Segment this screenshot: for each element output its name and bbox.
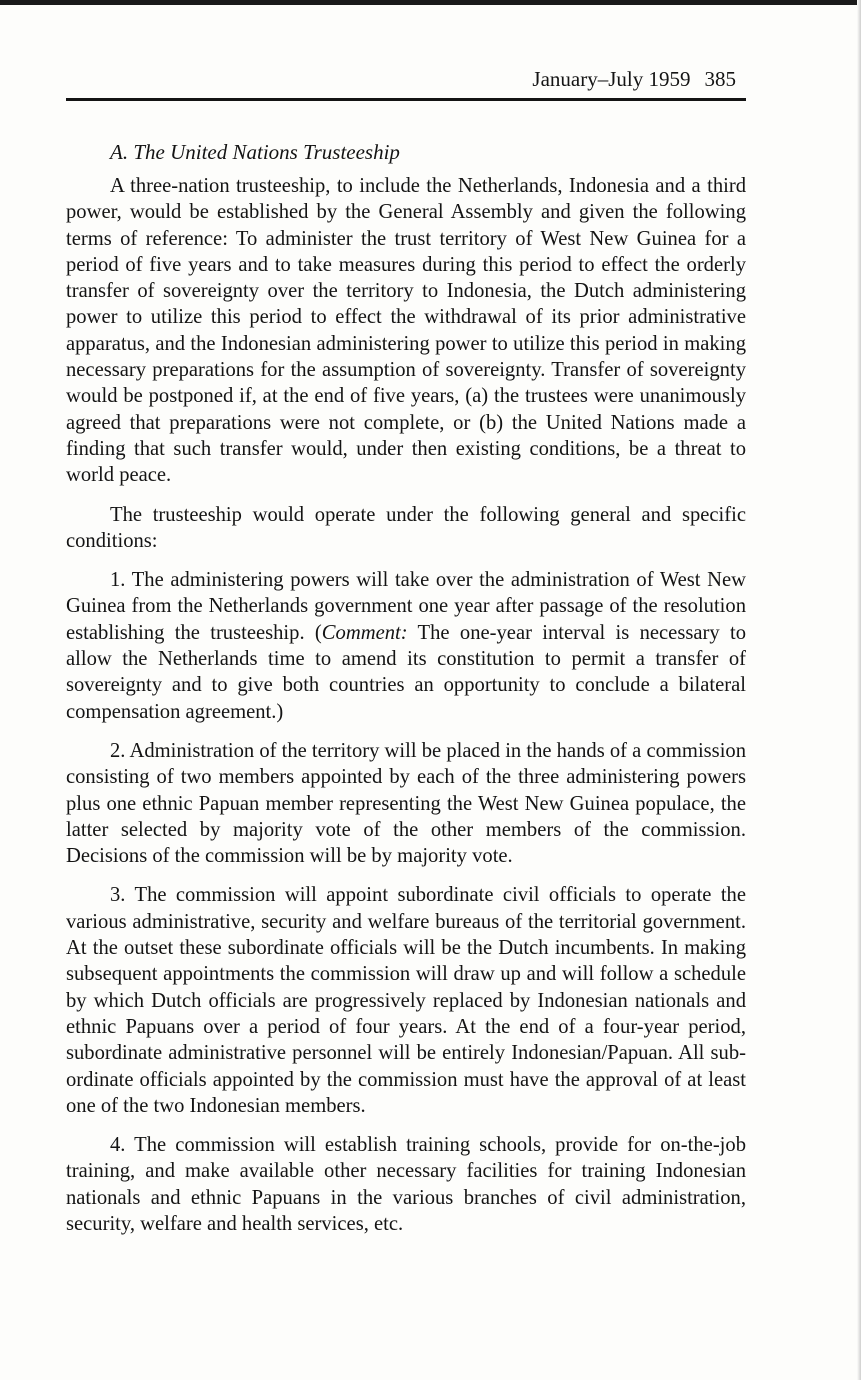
comment-label: Comment: xyxy=(321,621,408,644)
running-head xyxy=(66,62,746,96)
running-title: January–July 1959 xyxy=(532,67,691,91)
page-right-edge xyxy=(857,0,861,1380)
header-rule xyxy=(66,98,746,101)
list-item-text: Administration of the territory will be placed in the hands of a commission consisting of two members appointed by each of the three administering powers plus one ethnic Papuan member representing the West New Guinea populace, the latter selected by majority vote of the other members of the commission. Decisions of the commission will be by majority vote. xyxy=(66,739,747,868)
list-item-text: The administering powers will take over the administration of West New Guinea from the Netherlands government one year after passage of the resolution establishing the trusteeship. ( xyxy=(66,569,746,644)
intro-paragraph: A three-nation trusteeship, to include the Netherlands, Indonesia and a third power, would be established by the General Assembly and given the following terms of reference: To administer the trust territory of West New Guinea for a period of five years and to take measures during this period to effect the orderly transfer of sovereignty over the territory to Indonesia, the Dutch administering power to utilize this period to effect the withdrawal of its prior administrative apparatus, and the Indonesian administering power to utilize this period in making necessary preparations for the assumption of sovereignty. Transfer of sovereignty would be postponed if, at the end of five years, (a) the trustees were unanimously agreed that preparations were not complete, or (b) the United Nations made a finding that such transfer would, under then existing conditions, be a threat to world peace. xyxy=(66,175,746,487)
conditions-paragraph: The trusteeship would operate under the following general and specific conditions: xyxy=(66,503,746,552)
list-item-1 xyxy=(66,567,746,725)
page-number: 385 xyxy=(704,67,736,91)
list-item-2 xyxy=(66,738,746,869)
list-item-text: The commission will establish training schools, provide for on-the-job training, and make available other necessary facilities for training Indonesian nationals and ethnic Papuans in the various branches of civil administration, security, welfare and health services, etc. xyxy=(66,1134,746,1235)
page-top-edge xyxy=(0,0,861,5)
list-item-text: The commission will appoint subordinate civil officials to operate the various administrative, security and welfare bureaus of the territorial government. At the outset these subordinate officials will be the Dutch incumbents. In making subsequent appointments the commission will draw up and will follow a schedule by which Dutch officials are progressively replaced by Indonesian nationals and ethnic Papuans over a period of four years. At the end of a four-year period, subordinate administrative personnel will be entirely Indonesian/Papuan. All subordinate officials appointed by the commission must have the approval of at least one of the two Indonesian members. xyxy=(66,884,746,1117)
list-item-number: 1. xyxy=(110,569,126,592)
list-item-number: 4. xyxy=(110,1134,126,1157)
list-item-3 xyxy=(66,882,746,1119)
list-item-number: 2. xyxy=(110,739,126,762)
list-item-4 xyxy=(66,1132,746,1237)
list-item-text: The one-year interval is necessary to allow the Netherlands time to amend its constitution to permit a transfer of sovereignty and to give both countries an opportunity to conclude a bilateral compensation agreement.) xyxy=(66,621,746,723)
list-item-number: 3. xyxy=(110,884,126,907)
section-title: A. The United Nations Trusteeship xyxy=(110,140,400,164)
document-page xyxy=(66,62,746,1250)
